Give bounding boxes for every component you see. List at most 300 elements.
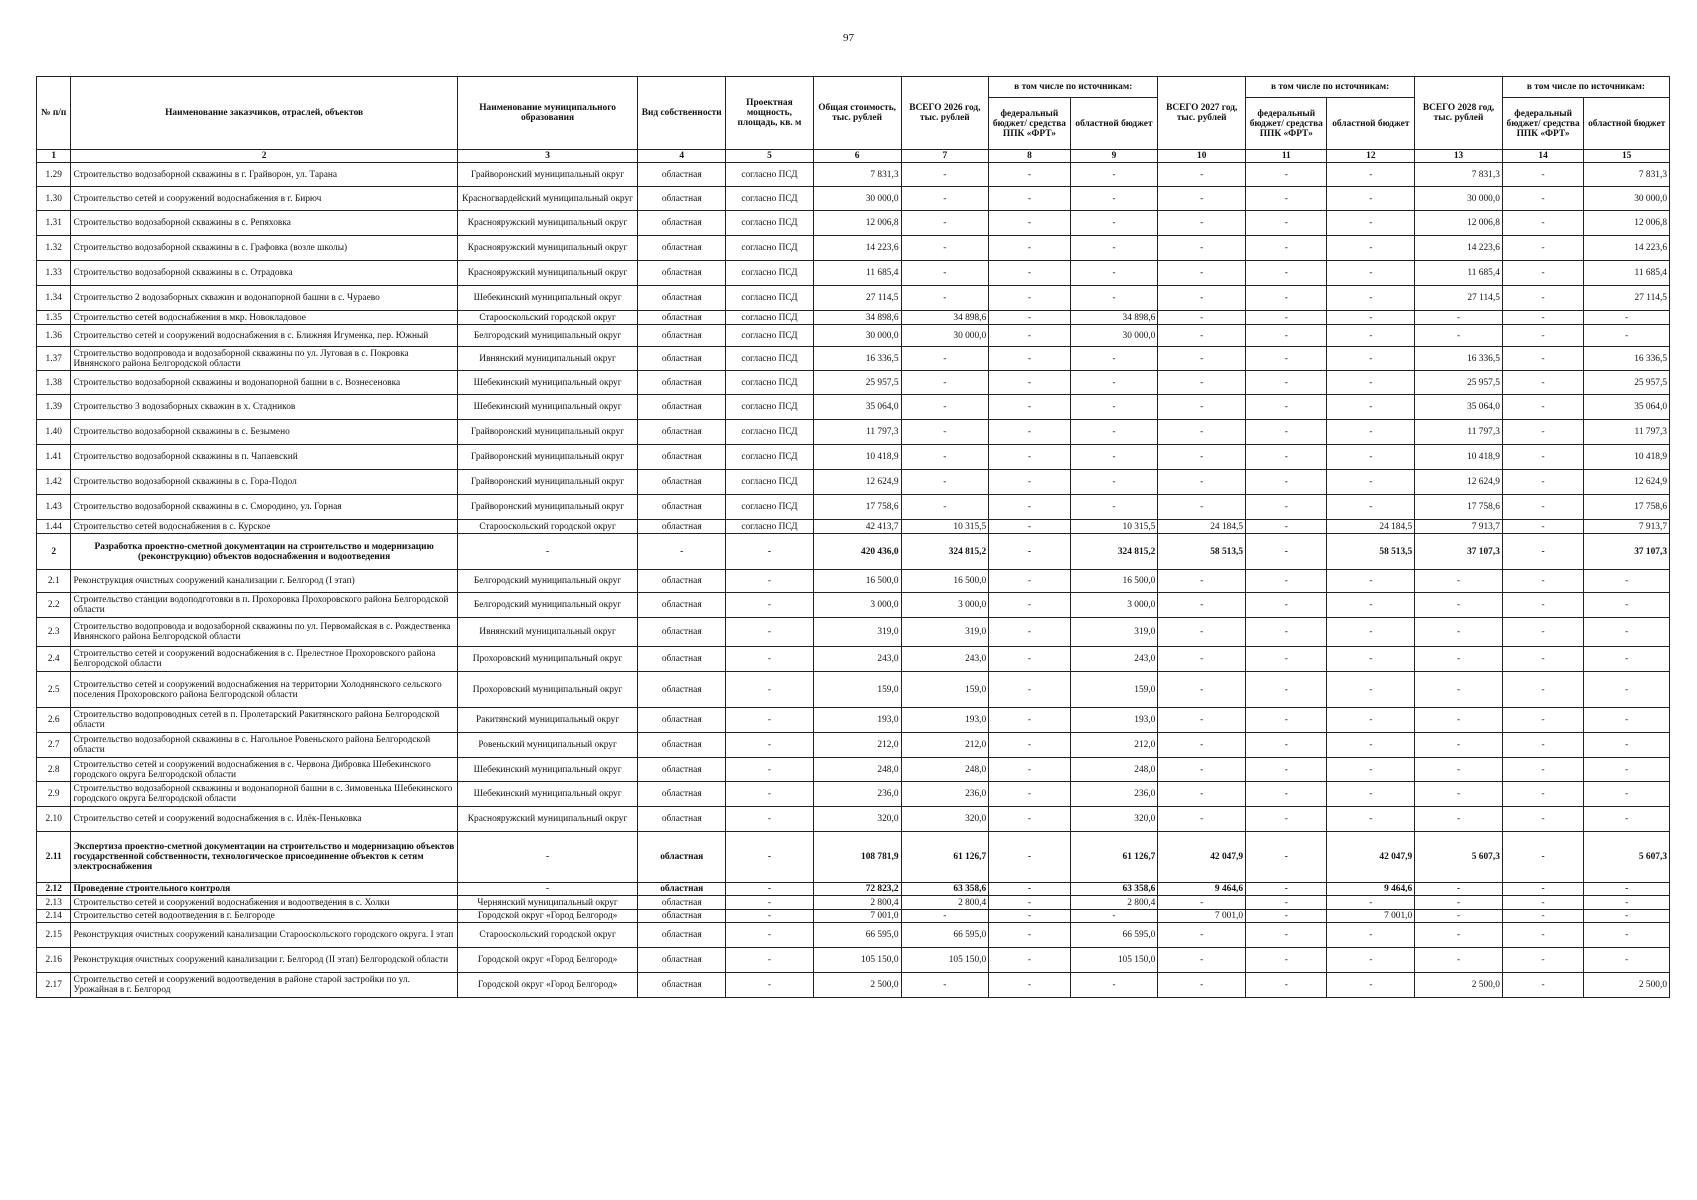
value-cell: - (901, 371, 989, 395)
value-cell: - (1070, 261, 1158, 286)
row-number: 2.9 (37, 782, 71, 807)
value-cell: - (1584, 782, 1670, 807)
table-row (37, 647, 1670, 672)
value-cell: 212,0 (1070, 733, 1158, 758)
value-cell: - (1158, 782, 1246, 807)
value-cell: - (1415, 325, 1503, 347)
value-cell: 7 001,0 (1327, 910, 1415, 923)
value-cell: 2 800,4 (901, 896, 989, 910)
value-cell: - (1158, 973, 1246, 998)
value-cell: 58 513,5 (1327, 534, 1415, 570)
municipality-cell: Шебекинский муниципальный округ (457, 758, 638, 782)
header-federal-2028: федеральный бюджет/ средства ППК «ФРТ» (1502, 98, 1583, 150)
capacity-cell: согласно ПСД (726, 163, 814, 187)
value-cell: - (1502, 910, 1583, 923)
value-cell: 7 001,0 (1158, 910, 1246, 923)
capacity-cell: согласно ПСД (726, 420, 814, 445)
table-row (37, 593, 1670, 618)
value-cell: - (1246, 420, 1327, 445)
ownership-cell: областная (638, 647, 726, 672)
object-name: Строительство сетей и сооружений водоснабжения в с. Прелестное Прохоровского района Белгородской области (71, 647, 457, 672)
capacity-cell: согласно ПСД (726, 187, 814, 211)
value-cell: 9 464,6 (1158, 883, 1246, 896)
row-number: 2.16 (37, 948, 71, 973)
value-cell: - (1158, 758, 1246, 782)
value-cell: 34 898,6 (1070, 311, 1158, 325)
value-cell: 2 500,0 (813, 973, 901, 998)
value-cell: - (1584, 807, 1670, 832)
row-number: 1.44 (37, 520, 71, 534)
value-cell: - (1415, 311, 1503, 325)
value-cell: - (989, 395, 1070, 420)
municipality-cell: Старооскольский городской округ (457, 923, 638, 948)
value-cell: - (1415, 593, 1503, 618)
value-cell: 14 223,6 (813, 236, 901, 261)
value-cell: 37 107,3 (1584, 534, 1670, 570)
value-cell: - (1158, 325, 1246, 347)
value-cell: 16 500,0 (813, 570, 901, 593)
value-cell: - (1502, 347, 1583, 371)
value-cell: 72 823,2 (813, 883, 901, 896)
municipality-cell: Ивнянский муниципальный округ (457, 618, 638, 647)
value-cell: - (989, 261, 1070, 286)
value-cell: - (901, 163, 989, 187)
row-number: 1.38 (37, 371, 71, 395)
value-cell: - (1158, 593, 1246, 618)
value-cell: 248,0 (1070, 758, 1158, 782)
value-cell: 243,0 (813, 647, 901, 672)
object-name: Строительство сетей и сооружений водоснабжения в г. Бирюч (71, 187, 457, 211)
value-cell: 159,0 (901, 672, 989, 708)
value-cell: - (989, 163, 1070, 187)
table-row (37, 395, 1670, 420)
value-cell: 27 114,5 (1415, 286, 1503, 311)
table-row (37, 973, 1670, 998)
capacity-cell: согласно ПСД (726, 211, 814, 236)
value-cell: 320,0 (901, 807, 989, 832)
value-cell: - (1070, 470, 1158, 495)
municipality-cell: Чернянский муниципальный округ (457, 896, 638, 910)
value-cell: - (1070, 371, 1158, 395)
value-cell: - (1502, 593, 1583, 618)
value-cell: - (989, 618, 1070, 647)
value-cell: 159,0 (1070, 672, 1158, 708)
capacity-cell: - (726, 973, 814, 998)
value-cell: - (1327, 163, 1415, 187)
row-number: 2.8 (37, 758, 71, 782)
value-cell: - (1502, 896, 1583, 910)
value-cell: 61 126,7 (901, 832, 989, 883)
capacity-cell: - (726, 534, 814, 570)
row-number: 1.29 (37, 163, 71, 187)
table-row (37, 520, 1670, 534)
value-cell: - (1070, 495, 1158, 520)
capacity-cell: - (726, 672, 814, 708)
table-row (37, 163, 1670, 187)
municipality-cell: Ровеньский муниципальный округ (457, 733, 638, 758)
value-cell: - (1584, 896, 1670, 910)
object-name: Экспертиза проектно-сметной документации на строительство и модернизацию объектов государственной собственности, технологическое присоединение объектов к сетям электроснабжения (71, 832, 457, 883)
value-cell: 5 607,3 (1415, 832, 1503, 883)
ownership-cell: областная (638, 445, 726, 470)
capacity-cell: - (726, 883, 814, 896)
object-name: Строительство водозаборной скважины в с. Репяховка (71, 211, 457, 236)
value-cell: - (1502, 733, 1583, 758)
column-number: 12 (1327, 150, 1415, 163)
value-cell: 25 957,5 (1415, 371, 1503, 395)
table-row (37, 286, 1670, 311)
capacity-cell: - (726, 948, 814, 973)
row-number: 2.13 (37, 896, 71, 910)
capacity-cell: - (726, 910, 814, 923)
value-cell: - (1246, 286, 1327, 311)
value-cell: 2 800,4 (813, 896, 901, 910)
column-number: 5 (726, 150, 814, 163)
value-cell: - (1415, 733, 1503, 758)
municipality-cell: Ивнянский муниципальный округ (457, 347, 638, 371)
ownership-cell: областная (638, 782, 726, 807)
value-cell: - (1584, 647, 1670, 672)
capacity-cell: согласно ПСД (726, 371, 814, 395)
value-cell: 105 150,0 (901, 948, 989, 973)
value-cell: - (1158, 896, 1246, 910)
header-name: Наименование заказчиков, отраслей, объектов (71, 77, 457, 150)
value-cell: 193,0 (901, 708, 989, 733)
municipality-cell: Городской округ «Город Белгород» (457, 910, 638, 923)
value-cell: - (1327, 733, 1415, 758)
table-row (37, 896, 1670, 910)
value-cell: - (1415, 647, 1503, 672)
value-cell: - (1502, 973, 1583, 998)
municipality-cell: Старооскольский городской округ (457, 311, 638, 325)
value-cell: - (901, 286, 989, 311)
value-cell: - (1327, 570, 1415, 593)
value-cell: 159,0 (813, 672, 901, 708)
value-cell: 2 800,4 (1070, 896, 1158, 910)
municipality-cell: Ракитянский муниципальный округ (457, 708, 638, 733)
value-cell: - (1246, 495, 1327, 520)
ownership-cell: областная (638, 910, 726, 923)
capacity-cell: согласно ПСД (726, 520, 814, 534)
value-cell: - (1502, 420, 1583, 445)
object-name: Строительство сетей водоотведения в г. Белгороде (71, 910, 457, 923)
value-cell: - (1246, 371, 1327, 395)
value-cell: - (1158, 672, 1246, 708)
value-cell: - (1246, 618, 1327, 647)
object-name: Строительство водопровода и водозаборной скважины по ул. Первомайская в с. Рождественка Ивнянского района Белгородской области (71, 618, 457, 647)
object-name: Строительство водозаборной скважины в с. Графовка (возле школы) (71, 236, 457, 261)
value-cell: 24 184,5 (1158, 520, 1246, 534)
value-cell: - (1070, 445, 1158, 470)
table-row (37, 672, 1670, 708)
municipality-cell: Грайворонский муниципальный округ (457, 420, 638, 445)
row-number: 1.43 (37, 495, 71, 520)
row-number: 1.39 (37, 395, 71, 420)
value-cell: - (1327, 782, 1415, 807)
value-cell: - (989, 520, 1070, 534)
value-cell: - (1327, 187, 1415, 211)
capacity-cell: - (726, 593, 814, 618)
value-cell: - (1502, 708, 1583, 733)
header-regional-2027: областной бюджет (1327, 98, 1415, 150)
row-number: 1.32 (37, 236, 71, 261)
ownership-cell: областная (638, 896, 726, 910)
table-row (37, 187, 1670, 211)
value-cell: - (989, 286, 1070, 311)
value-cell: - (1415, 782, 1503, 807)
object-name: Разработка проектно-сметной документации на строительство и модернизацию (реконструкцию) объектов водоснабжения и водоотведения (71, 534, 457, 570)
value-cell: 11 797,3 (813, 420, 901, 445)
value-cell: - (1070, 236, 1158, 261)
value-cell: 17 758,6 (1415, 495, 1503, 520)
value-cell: - (989, 311, 1070, 325)
capacity-cell: согласно ПСД (726, 395, 814, 420)
value-cell: - (1158, 618, 1246, 647)
value-cell: 66 595,0 (813, 923, 901, 948)
value-cell: - (1246, 733, 1327, 758)
column-number: 10 (1158, 150, 1246, 163)
row-number: 2.17 (37, 973, 71, 998)
row-number: 1.41 (37, 445, 71, 470)
ownership-cell: областная (638, 520, 726, 534)
value-cell: - (1158, 261, 1246, 286)
ownership-cell: областная (638, 593, 726, 618)
value-cell: 248,0 (901, 758, 989, 782)
table-row (37, 832, 1670, 883)
value-cell: 16 500,0 (1070, 570, 1158, 593)
ownership-cell: областная (638, 733, 726, 758)
row-number: 1.33 (37, 261, 71, 286)
value-cell: - (1502, 211, 1583, 236)
value-cell: - (989, 347, 1070, 371)
capacity-cell: согласно ПСД (726, 347, 814, 371)
value-cell: - (989, 758, 1070, 782)
value-cell: - (1246, 973, 1327, 998)
municipality-cell: Шебекинский муниципальный округ (457, 371, 638, 395)
header-regional-2026: областной бюджет (1070, 98, 1158, 150)
table-row (37, 708, 1670, 733)
header-num: № п/п (37, 77, 71, 150)
value-cell: 66 595,0 (901, 923, 989, 948)
value-cell: 30 000,0 (813, 325, 901, 347)
value-cell: 2 500,0 (1415, 973, 1503, 998)
ownership-cell: областная (638, 236, 726, 261)
capacity-cell: согласно ПСД (726, 261, 814, 286)
capacity-cell: - (726, 923, 814, 948)
ownership-cell: областная (638, 807, 726, 832)
value-cell: 14 223,6 (1584, 236, 1670, 261)
object-name: Реконструкция очистных сооружений канализации Старооскольского городского округа. I этап (71, 923, 457, 948)
value-cell: 61 126,7 (1070, 832, 1158, 883)
object-name: Строительство водозаборной скважины в г. Грайворон, ул. Тарана (71, 163, 457, 187)
municipality-cell: Краснояружский муниципальный округ (457, 807, 638, 832)
row-number: 2.14 (37, 910, 71, 923)
table-row (37, 570, 1670, 593)
value-cell: - (1246, 896, 1327, 910)
object-name: Строительство водозаборной скважины и водонапорной башни в с. Вознесеновка (71, 371, 457, 395)
ownership-cell: областная (638, 163, 726, 187)
value-cell: - (1502, 325, 1583, 347)
value-cell: - (1158, 347, 1246, 371)
value-cell: - (1158, 495, 1246, 520)
header-sources-2028: в том числе по источникам: (1502, 77, 1669, 98)
value-cell: - (1246, 647, 1327, 672)
value-cell: 24 184,5 (1327, 520, 1415, 534)
capacity-cell: - (726, 647, 814, 672)
value-cell: 12 624,9 (813, 470, 901, 495)
object-name: Строительство сетей и сооружений водоснабжения в с. Илёк-Пеньковка (71, 807, 457, 832)
municipality-cell: Городской округ «Город Белгород» (457, 948, 638, 973)
ownership-cell: областная (638, 211, 726, 236)
value-cell: - (1246, 261, 1327, 286)
header-capacity: Проектная мощность, площадь, кв. м (726, 77, 814, 150)
value-cell: - (1158, 211, 1246, 236)
value-cell: 243,0 (1070, 647, 1158, 672)
value-cell: - (1246, 807, 1327, 832)
municipality-cell: - (457, 883, 638, 896)
column-number-row (37, 150, 1670, 163)
header-sources-2026: в том числе по источникам: (989, 77, 1158, 98)
value-cell: - (1327, 495, 1415, 520)
value-cell: - (989, 708, 1070, 733)
ownership-cell: областная (638, 883, 726, 896)
value-cell: - (1246, 832, 1327, 883)
value-cell: - (1415, 672, 1503, 708)
value-cell: - (1070, 286, 1158, 311)
value-cell: 9 464,6 (1327, 883, 1415, 896)
value-cell: - (1327, 445, 1415, 470)
object-name: Реконструкция очистных сооружений канализации г. Белгород (II этап) Белгородской области (71, 948, 457, 973)
value-cell: - (989, 896, 1070, 910)
value-cell: - (1502, 163, 1583, 187)
value-cell: - (1327, 618, 1415, 647)
value-cell: - (989, 948, 1070, 973)
value-cell: - (901, 420, 989, 445)
value-cell: - (1415, 948, 1503, 973)
value-cell: - (1158, 570, 1246, 593)
value-cell: 7 831,3 (1584, 163, 1670, 187)
table-row (37, 420, 1670, 445)
value-cell: - (1584, 910, 1670, 923)
table-row (37, 236, 1670, 261)
value-cell: - (989, 236, 1070, 261)
value-cell: - (1327, 395, 1415, 420)
table-row (37, 445, 1670, 470)
municipality-cell: Краснояружский муниципальный округ (457, 261, 638, 286)
value-cell: - (901, 395, 989, 420)
table-row (37, 371, 1670, 395)
row-number: 1.30 (37, 187, 71, 211)
capacity-cell: - (726, 733, 814, 758)
value-cell: - (1327, 973, 1415, 998)
value-cell: 30 000,0 (901, 325, 989, 347)
object-name: Строительство станции водоподготовки в п. Прохоровка Прохоровского района Белгородской области (71, 593, 457, 618)
value-cell: 320,0 (813, 807, 901, 832)
value-cell: 30 000,0 (1415, 187, 1503, 211)
value-cell: - (1584, 593, 1670, 618)
value-cell: 324 815,2 (1070, 534, 1158, 570)
value-cell: - (1070, 211, 1158, 236)
value-cell: - (1327, 923, 1415, 948)
value-cell: 7 913,7 (1584, 520, 1670, 534)
ownership-cell: областная (638, 470, 726, 495)
value-cell: - (989, 570, 1070, 593)
value-cell: 17 758,6 (813, 495, 901, 520)
value-cell: - (1246, 758, 1327, 782)
value-cell: 30 000,0 (813, 187, 901, 211)
ownership-cell: областная (638, 832, 726, 883)
object-name: Строительство водозаборной скважины в п. Чапаевский (71, 445, 457, 470)
value-cell: 11 685,4 (1415, 261, 1503, 286)
value-cell: - (1502, 236, 1583, 261)
object-name: Проведение строительного контроля (71, 883, 457, 896)
value-cell: - (989, 187, 1070, 211)
value-cell: 7 913,7 (1415, 520, 1503, 534)
value-cell: - (1327, 647, 1415, 672)
value-cell: 193,0 (1070, 708, 1158, 733)
ownership-cell: областная (638, 286, 726, 311)
municipality-cell: Прохоровский муниципальный округ (457, 672, 638, 708)
value-cell: - (989, 672, 1070, 708)
column-number: 4 (638, 150, 726, 163)
value-cell: - (1246, 883, 1327, 896)
value-cell: - (1327, 325, 1415, 347)
value-cell: 42 413,7 (813, 520, 901, 534)
value-cell: 5 607,3 (1584, 832, 1670, 883)
value-cell: - (989, 832, 1070, 883)
row-number: 1.37 (37, 347, 71, 371)
value-cell: - (1415, 758, 1503, 782)
value-cell: - (1246, 236, 1327, 261)
object-name: Строительство водозаборной скважины в с. Гора-Подол (71, 470, 457, 495)
value-cell: - (1502, 672, 1583, 708)
value-cell: - (1502, 948, 1583, 973)
value-cell: 16 500,0 (901, 570, 989, 593)
ownership-cell: областная (638, 261, 726, 286)
table-row (37, 758, 1670, 782)
value-cell: 27 114,5 (813, 286, 901, 311)
object-name: Строительство сетей водоснабжения в с. Курское (71, 520, 457, 534)
value-cell: 10 315,5 (1070, 520, 1158, 534)
value-cell: 319,0 (1070, 618, 1158, 647)
column-number: 8 (989, 150, 1070, 163)
municipality-cell: Грайворонский муниципальный округ (457, 495, 638, 520)
header-total-2026: ВСЕГО 2026 год, тыс. рублей (901, 77, 989, 150)
value-cell: - (1502, 807, 1583, 832)
municipality-cell: Красногвардейский муниципальный округ (457, 187, 638, 211)
value-cell: - (1158, 733, 1246, 758)
value-cell: - (1246, 445, 1327, 470)
value-cell: - (1327, 758, 1415, 782)
value-cell: - (1415, 896, 1503, 910)
municipality-cell: Грайворонский муниципальный округ (457, 470, 638, 495)
value-cell: - (1070, 973, 1158, 998)
column-number: 9 (1070, 150, 1158, 163)
value-cell: - (1502, 395, 1583, 420)
value-cell: 16 336,5 (813, 347, 901, 371)
value-cell: - (1502, 832, 1583, 883)
value-cell: - (1502, 286, 1583, 311)
ownership-cell: областная (638, 371, 726, 395)
column-number: 14 (1502, 150, 1583, 163)
value-cell: - (1584, 618, 1670, 647)
column-number: 3 (457, 150, 638, 163)
value-cell: 14 223,6 (1415, 236, 1503, 261)
table-row (37, 807, 1670, 832)
municipality-cell: Шебекинский муниципальный округ (457, 782, 638, 807)
value-cell: - (989, 495, 1070, 520)
value-cell: - (1415, 618, 1503, 647)
